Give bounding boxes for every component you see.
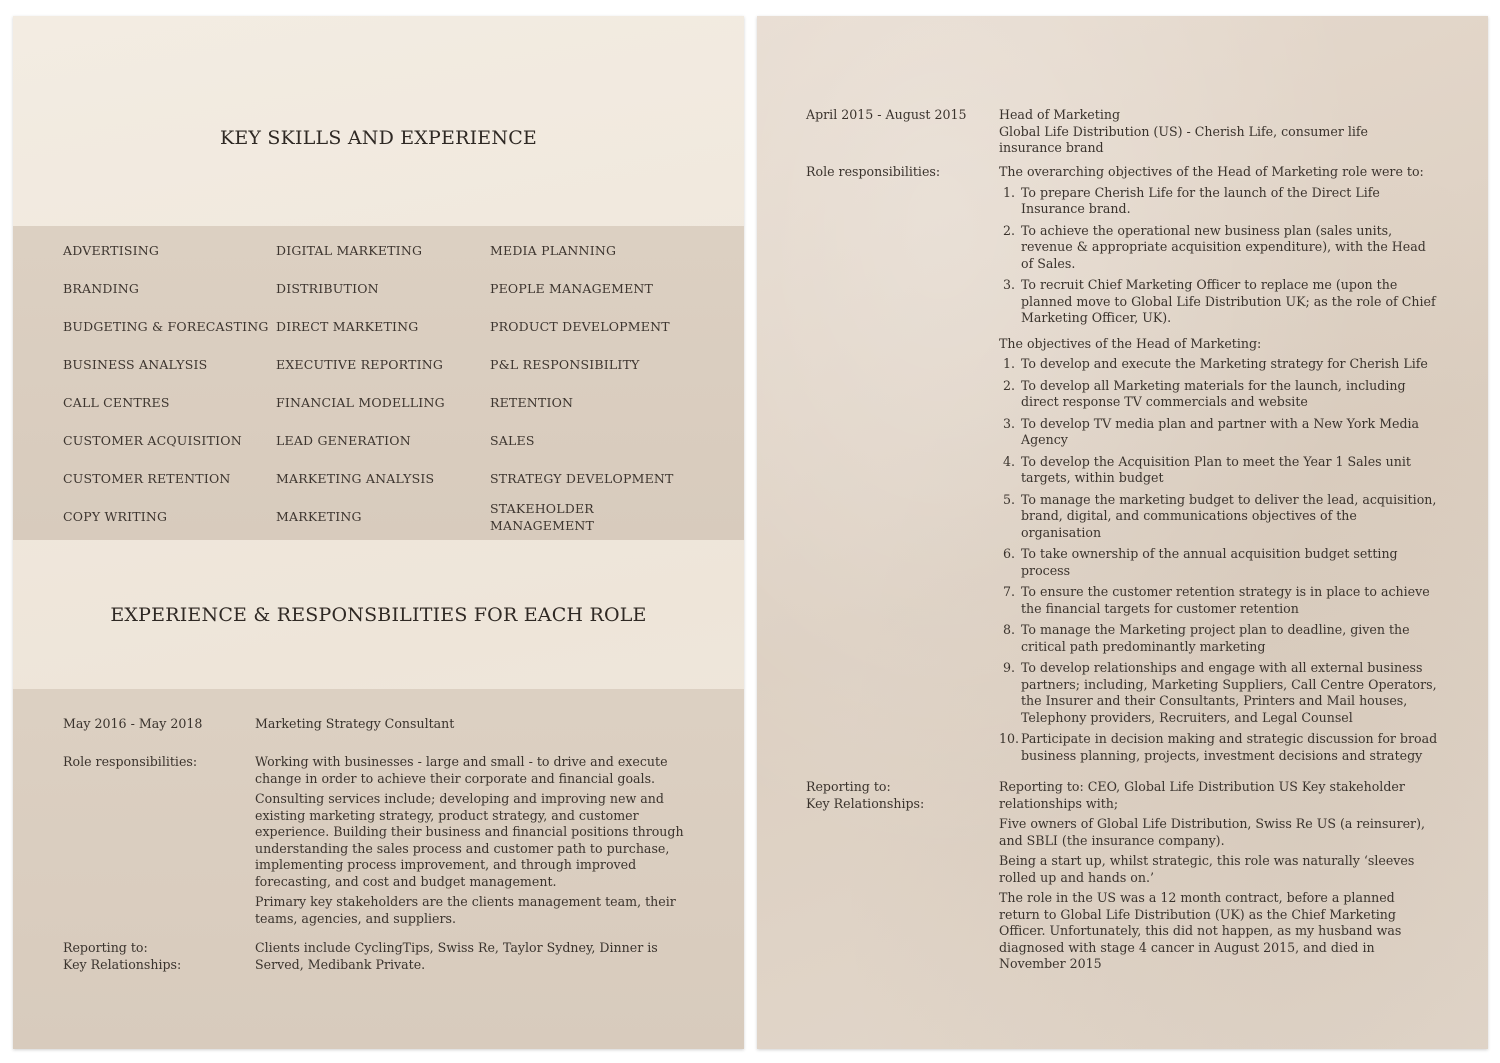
skill-item: STRATEGY DEVELOPMENT <box>490 471 674 486</box>
objectives-intro: The objectives of the Head of Marketing: <box>999 335 1262 351</box>
role-title: Head of Marketing <box>999 107 1121 122</box>
responsibility-paragraph: Consulting services include; developing and improving new and existing marketing strategy, product strategy, and customer experience. Building their business and financial positions through understanding the sales process and customer path to purchase, implementing process improvement, and through improved forecasting, and cost and budget management. <box>255 791 684 889</box>
skill-item: SALES <box>490 433 535 448</box>
reporting-label: Reporting to: <box>63 940 148 955</box>
left-page <box>13 16 744 1049</box>
skill-item: P&L RESPONSIBILITY <box>490 357 640 372</box>
responsibilities-label: Role responsibilities: <box>63 754 198 769</box>
list-item: 10. Participate in decision making and strategic discussion for broad business planning, projects, investment decisions and strategy <box>999 731 1438 763</box>
overarching-intro: The overarching objectives of the Head of Marketing role were to: <box>999 164 1424 179</box>
reporting-paragraph: Five owners of Global Life Distribution, Swiss Re US (a reinsurer), and SBLI (the insurance company). <box>999 816 1425 848</box>
skills-band <box>13 226 744 540</box>
list-item: 1. To develop and execute the Marketing strategy for Cherish Life <box>1003 356 1428 371</box>
skill-item: BUDGETING & FORECASTING <box>63 319 269 334</box>
right-page <box>757 16 1488 1049</box>
list-item: 8. To manage the Marketing project plan to deadline, given the critical path predominantly marketing <box>1003 622 1410 654</box>
role-dates: May 2016 - May 2018 <box>63 716 203 731</box>
list-item: 5. To manage the marketing budget to deliver the lead, acquisition, brand, digital, and communications objectives of the organisation <box>1003 491 1437 540</box>
list-item: 9. To develop relationships and engage with all external business partners; including, Marketing Suppliers, Call Centre Operators, the Insurer and their Consultants, Printers and Mail houses, Telephony providers, Recruiters, and Legal Counsel <box>1003 660 1437 725</box>
overarching-list <box>999 185 1439 327</box>
reporting-text: Clients include CyclingTips, Swiss Re, Taylor Sydney, Dinner is Served, Medibank Private. <box>255 940 658 972</box>
objectives-list <box>999 356 1439 764</box>
reporting-paragraph: Reporting to: CEO, Global Life Distribution US Key stakeholder relationships with; <box>999 779 1405 811</box>
responsibility-paragraph: Primary key stakeholders are the clients management team, their teams, agencies, and suppliers. <box>255 894 676 926</box>
list-item: 1. To prepare Cherish Life for the launch of the Direct Life Insurance brand. <box>1003 184 1380 216</box>
experience-heading: EXPERIENCE & RESPONSBILITIES FOR EACH ROLE <box>110 604 647 626</box>
role-responsibilities <box>255 754 687 931</box>
reporting-label: Reporting to: <box>806 779 891 794</box>
list-item: 7. To ensure the customer retention strategy is in place to achieve the financial targets for customer retention <box>1003 584 1430 616</box>
reporting-paragraph: Being a start up, whilst strategic, this role was naturally ‘sleeves rolled up and hands on.’ <box>999 853 1415 885</box>
role-responsibilities <box>999 164 1439 769</box>
skill-item: CUSTOMER RETENTION <box>63 471 231 486</box>
skills-heading: KEY SKILLS AND EXPERIENCE <box>219 127 538 149</box>
role-dates: April 2015 - August 2015 <box>806 107 967 122</box>
skill-item: PEOPLE MANAGEMENT <box>490 281 654 296</box>
skill-item: DISTRIBUTION <box>276 281 379 296</box>
skill-item: RETENTION <box>490 395 574 410</box>
responsibilities-label: Role responsibilities: <box>806 164 941 179</box>
role-header <box>999 107 1429 157</box>
list-item: 2. To achieve the operational new business plan (sales units, revenue & appropriate acquisition expenditure), with the Head of Sales. <box>1003 222 1426 271</box>
skill-item: BUSINESS ANALYSIS <box>63 357 208 372</box>
responsibility-paragraph: Working with businesses - large and small - to drive and execute change in order to achieve their corporate and financial goals. <box>255 754 668 786</box>
list-item: 3. To recruit Chief Marketing Officer to replace me (upon the planned move to Global Life Distribution UK; as the role of Chief Marketing Officer, UK). <box>1003 277 1436 325</box>
skill-item: BRANDING <box>63 281 140 296</box>
skill-item: COPY WRITING <box>63 509 168 524</box>
relationships-label: Key Relationships: <box>806 796 925 811</box>
skill-item: MARKETING <box>276 509 362 524</box>
skill-item: MARKETING ANALYSIS <box>276 471 435 486</box>
experience-band <box>13 689 744 1049</box>
skill-item: LEAD GENERATION <box>276 433 411 448</box>
skill-item: STAKEHOLDER MANAGEMENT <box>490 501 595 533</box>
skill-item: FINANCIAL MODELLING <box>276 395 445 410</box>
role-title: Marketing Strategy Consultant <box>255 716 455 731</box>
skill-item: EXECUTIVE REPORTING <box>276 357 444 372</box>
list-item: 4. To develop the Acquisition Plan to meet the Year 1 Sales unit targets, within budget <box>1003 453 1411 485</box>
relationships-label: Key Relationships: <box>63 957 182 972</box>
list-item: 2. To develop all Marketing materials for the launch, including direct response TV commercials and website <box>1003 377 1406 409</box>
skill-item: CALL CENTRES <box>63 395 170 410</box>
role-company: Global Life Distribution (US) - Cherish Life, consumer life insurance brand <box>999 123 1369 155</box>
skill-item: DIGITAL MARKETING <box>276 243 423 258</box>
skill-item: CUSTOMER ACQUISITION <box>63 433 242 448</box>
skill-item: MEDIA PLANNING <box>490 243 617 258</box>
skill-item: PRODUCT DEVELOPMENT <box>490 319 670 334</box>
reporting-paragraph: The role in the US was a 12 month contract, before a planned return to Global Life Distribution (UK) as the Chief Marketing Officer. Unfortunately, this did not happen, as my husband was diagnosed with stage 4 cancer in August 2015, and died in November 2015 <box>999 890 1402 971</box>
list-item: 6. To take ownership of the annual acquisition budget setting process <box>1003 546 1398 578</box>
reporting-text <box>999 779 1434 977</box>
skill-item: DIRECT MARKETING <box>276 319 419 334</box>
skill-item: ADVERTISING <box>63 243 160 258</box>
list-item: 3. To develop TV media plan and partner with a New York Media Agency <box>1003 415 1420 447</box>
